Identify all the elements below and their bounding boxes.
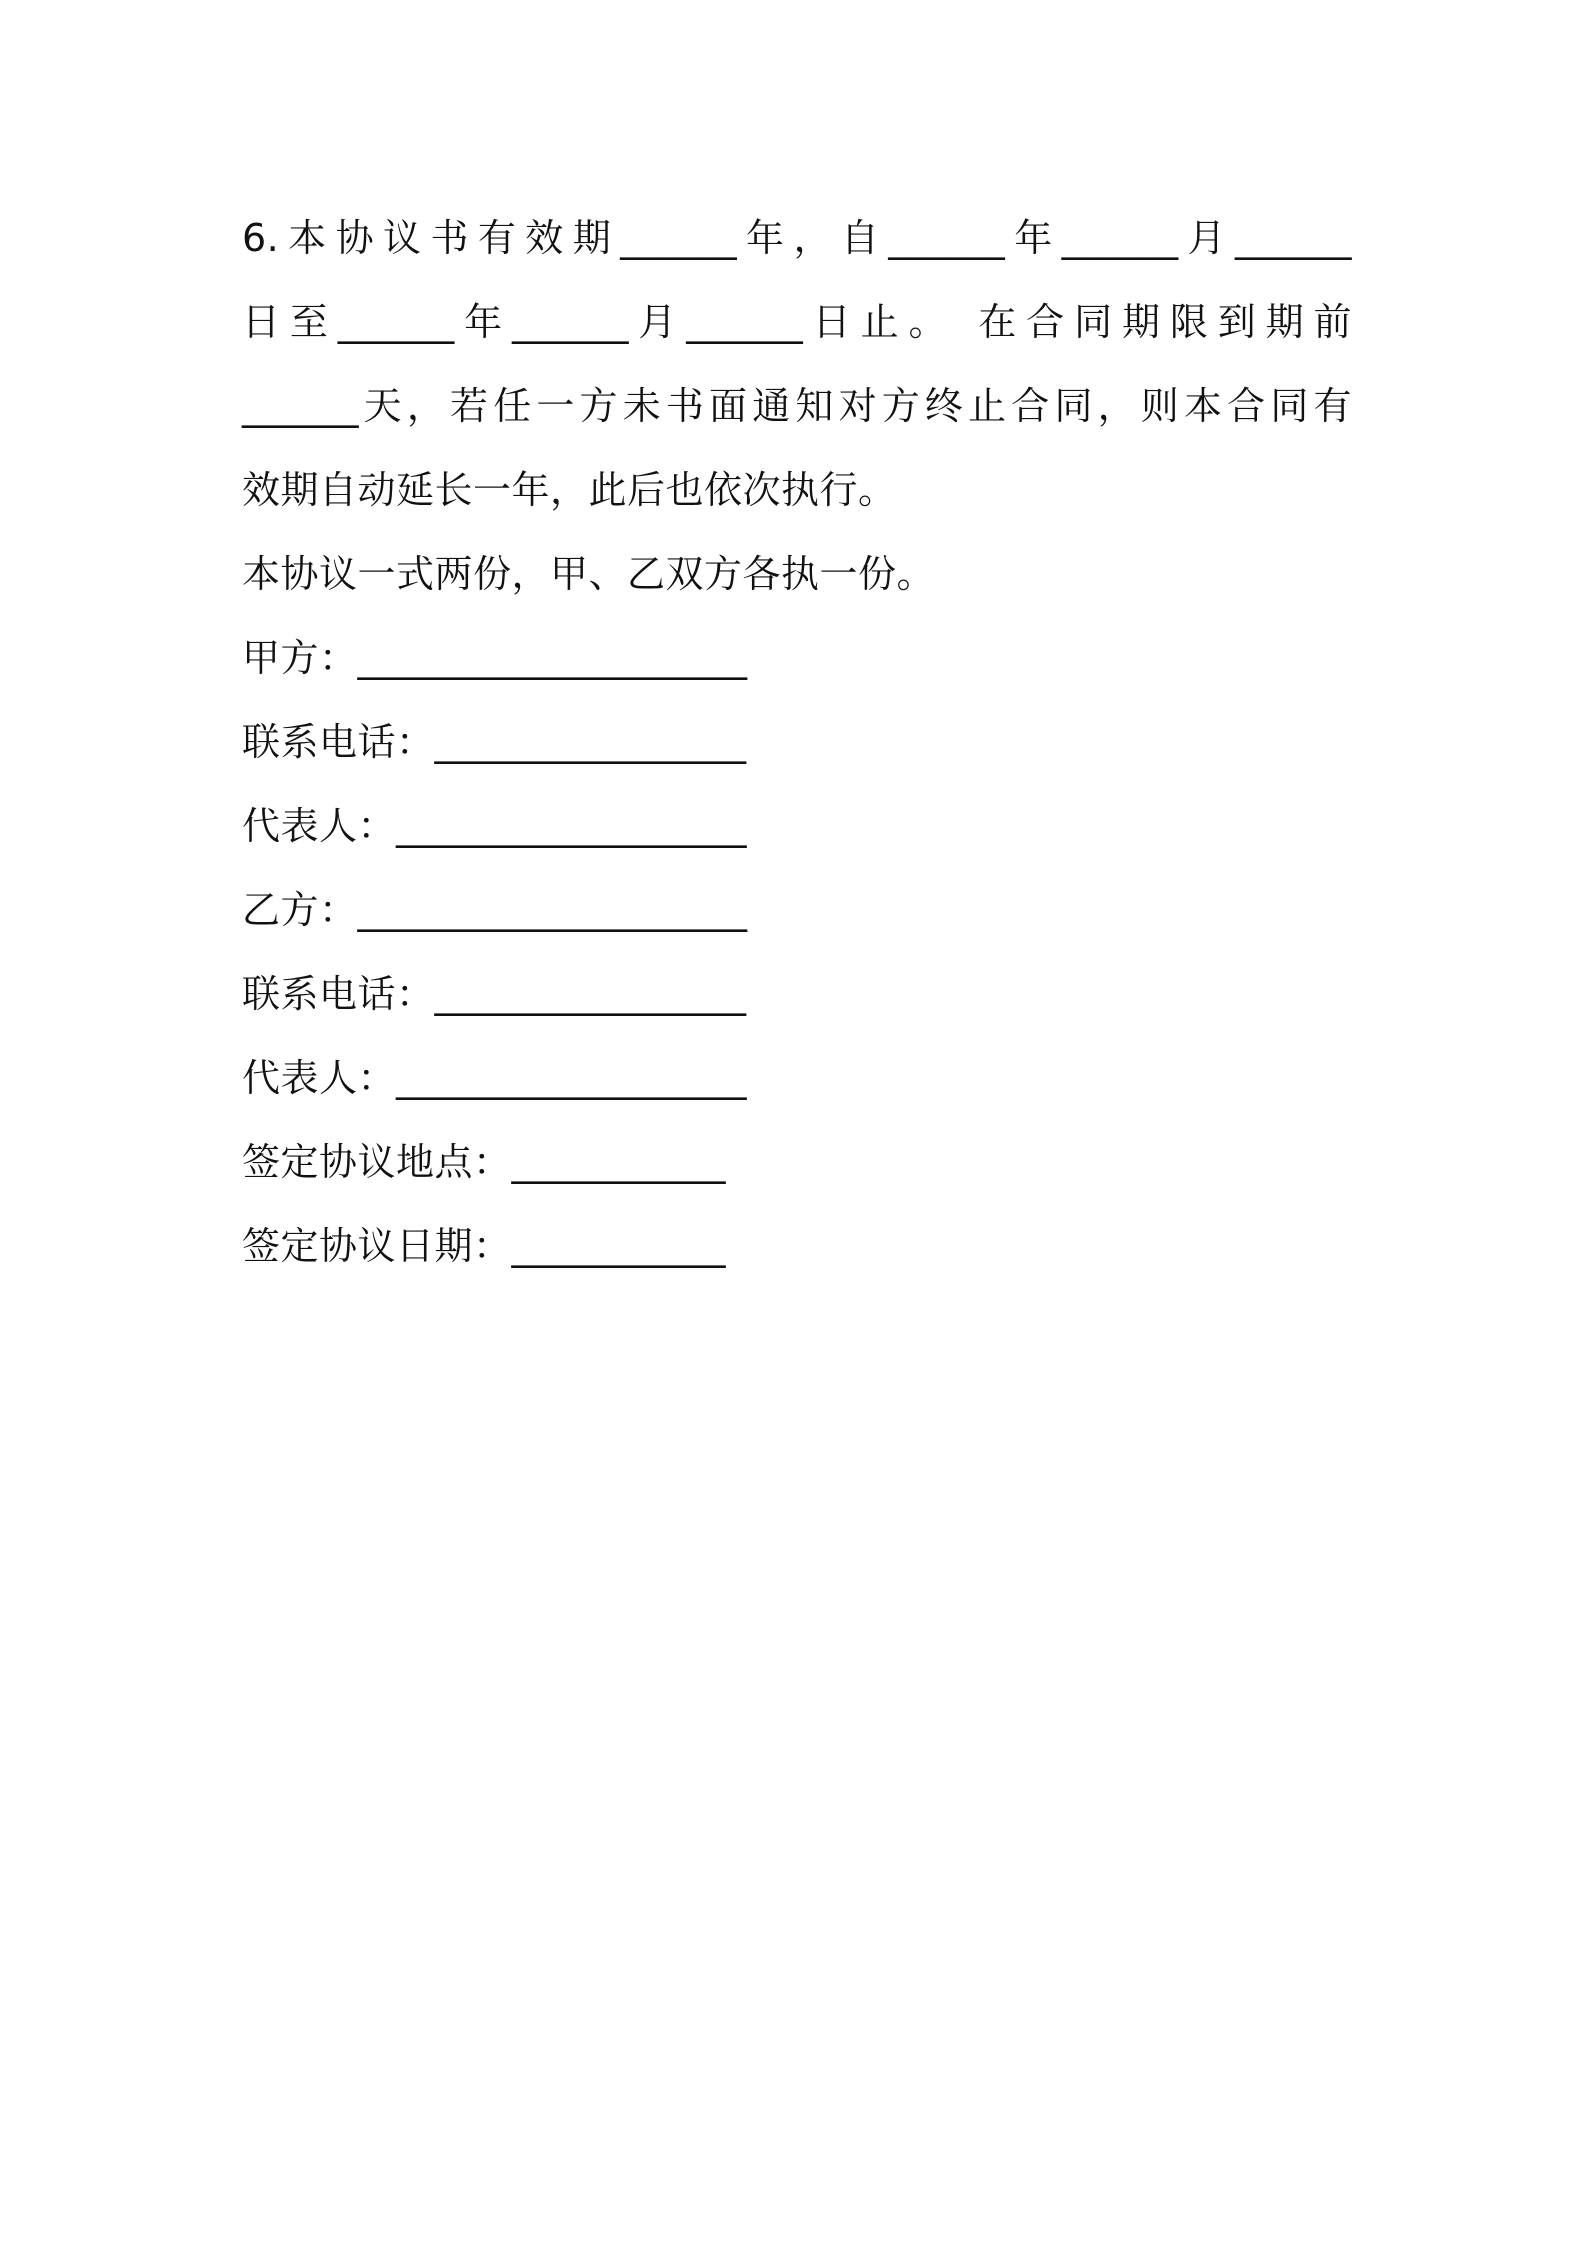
clause-6-line-3: ______天，若任一方未书面通知对方终止合同，则本合同有 [242,384,1352,428]
signing-place-field: 签定协议地点：___________ [242,1140,727,1184]
signing-date-field: 签定协议日期：___________ [242,1224,727,1268]
party-b-name-field: 乙方：____________________ [242,888,748,932]
clause-6-line-4: 效期自动延长一年，此后也依次执行。 [242,468,897,512]
copies-note: 本协议一式两份，甲、乙双方各执一份。 [242,552,936,596]
party-a-phone-field: 联系电话：________________ [242,720,747,764]
party-b-phone-field: 联系电话：________________ [242,972,747,1016]
document-body [242,196,1352,1288]
party-a-representative-field: 代表人：__________________ [242,804,748,848]
party-b-representative-field: 代表人：__________________ [242,1056,748,1100]
clause-6-line-1: 6.本协议书有效期______年，自______年______月______ [242,216,1352,260]
clause-6-line-2: 日至______年______月______日止。 在合同期限到期前 [242,300,1352,344]
party-a-name-field: 甲方：____________________ [242,636,748,680]
